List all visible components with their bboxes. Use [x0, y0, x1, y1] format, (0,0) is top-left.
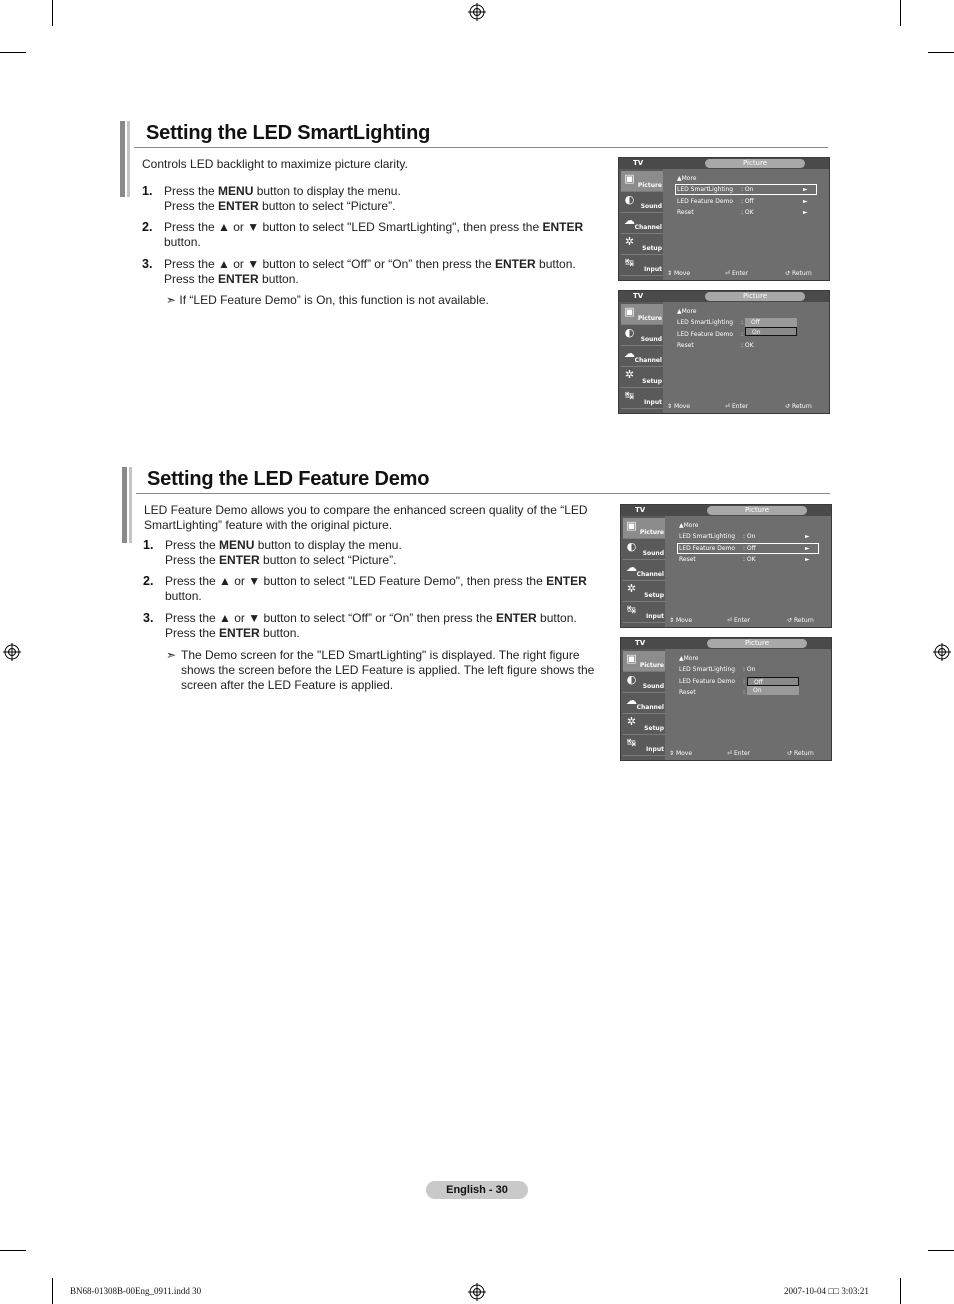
step-line [165, 553, 396, 568]
step-text: Press the ▲ or ▼ button to select "LED SmartLighting", then press the [164, 220, 543, 234]
enter-icon: ⏎ [727, 617, 733, 624]
note-line: shows the screen before the LED Feature is applied. The left figure shows the [181, 663, 595, 677]
intro-line: SmartLighting” feature with the original picture. [144, 518, 393, 532]
step-line [164, 220, 583, 235]
return-hint [787, 615, 814, 626]
menu-sidebar [621, 516, 665, 627]
step-line [164, 235, 201, 250]
menu-row-highlight [675, 184, 817, 195]
menu-row-value: : On [743, 533, 756, 540]
menu-row [679, 688, 745, 697]
return-hint [785, 401, 812, 412]
menu-row-label: Reset [679, 556, 696, 563]
sidebar-item-label: Sound [640, 203, 662, 210]
menu-row-value: : Off [743, 544, 756, 552]
sidebar-item [621, 388, 663, 409]
sidebar-item-label: Setup [644, 592, 664, 599]
move-label: Move [675, 750, 693, 757]
registration-mark-icon [3, 643, 21, 661]
button-name: ENTER [542, 220, 584, 234]
section-title: Setting the LED SmartLighting [146, 122, 431, 144]
step-line [164, 184, 401, 199]
menu-header: Picture [707, 639, 807, 648]
step-line [165, 538, 402, 553]
step-line [165, 574, 587, 589]
move-label: Move [675, 617, 693, 624]
note-line: screen after the LED Feature is applied. [181, 678, 394, 692]
return-label: Return [791, 403, 812, 410]
enter-label: Enter [733, 750, 751, 757]
step-text: button. [164, 235, 201, 249]
menu-more: ▲More [677, 308, 697, 315]
menu-row [679, 677, 745, 686]
menu-row-value: : [743, 689, 746, 696]
menu-row-label: Reset [677, 342, 694, 349]
step-text: Press the [164, 184, 219, 198]
step-number: 3. [143, 611, 154, 625]
sidebar-item-label: Setup [644, 725, 664, 732]
step-text: button. [535, 257, 576, 271]
sidebar-item [623, 651, 665, 672]
page-number-badge: English - 30 [426, 1181, 528, 1199]
section-intro [144, 503, 588, 533]
sidebar-item-label: Picture [639, 662, 664, 669]
move-hint [669, 615, 692, 626]
sidebar-item-label: Sound [642, 550, 664, 557]
sound-icon: ◐ [624, 326, 635, 339]
section-rule [136, 493, 830, 494]
sidebar-item-label: Picture [637, 182, 662, 189]
step-number: 2. [143, 574, 154, 588]
menu-more: ▲More [679, 522, 699, 529]
return-label: Return [793, 750, 814, 757]
step-text: Press the ▲ or ▼ button to select “Off” or “On” then press the [165, 611, 497, 625]
move-hint [667, 401, 690, 412]
step-text: button to display the menu. [254, 538, 402, 552]
move-label: Move [673, 403, 691, 410]
menu-header: Picture [705, 159, 805, 168]
return-hint [785, 268, 812, 279]
step-line [165, 626, 300, 641]
option-item: Off [745, 318, 797, 327]
return-icon: ↺ [785, 403, 791, 410]
menu-row-value: : On [741, 186, 754, 193]
button-name: MENU [219, 538, 255, 552]
enter-label: Enter [731, 270, 749, 277]
sidebar-item-label: Setup [642, 378, 662, 385]
section-accent-bar [120, 121, 125, 197]
menu-sidebar [621, 649, 665, 760]
menu-tv-label: TV [635, 639, 646, 647]
sidebar-item-label: Channel [636, 704, 664, 711]
sidebar-item-label: Channel [634, 357, 662, 364]
step-text: button to display the menu. [253, 184, 401, 198]
row-arrow-icon: ► [803, 186, 808, 193]
sidebar-item [621, 213, 663, 234]
step-number: 2. [142, 220, 153, 234]
menu-footer [663, 268, 829, 279]
crop-mark [52, 0, 53, 26]
registration-mark-icon [468, 1283, 486, 1301]
crop-mark [928, 1250, 954, 1251]
enter-hint [727, 748, 750, 759]
sidebar-item-label: Sound [640, 336, 662, 343]
step-text: button. [536, 611, 577, 625]
menu-sidebar [619, 302, 663, 413]
enter-icon: ⏎ [725, 270, 731, 277]
sidebar-item [621, 346, 663, 367]
menu-row-label: LED SmartLighting [679, 666, 736, 673]
enter-hint [725, 401, 748, 412]
menu-row-value: : OK [743, 556, 756, 563]
updown-icon: ⇕ [669, 617, 675, 624]
sidebar-item-label: Input [646, 746, 664, 753]
menu-row-label: Reset [679, 689, 696, 696]
button-name: ENTER [495, 257, 536, 271]
menu-row-label: LED Feature Demo [677, 330, 734, 338]
sidebar-item-label: Input [646, 613, 664, 620]
button-name: ENTER [219, 626, 260, 640]
tv-menu-screenshot [620, 504, 832, 628]
sidebar-item [621, 304, 663, 325]
print-timestamp: 2007-10-04 □□ 3:03:21 [784, 1286, 869, 1296]
channel-icon: ☁ [626, 694, 637, 707]
sidebar-item-label: Channel [636, 571, 664, 578]
option-item: Off [747, 677, 799, 686]
step-text: button to select “Picture”. [259, 553, 397, 567]
section-accent-bar [127, 121, 130, 197]
step-text: button. [259, 626, 300, 640]
enter-label: Enter [731, 403, 749, 410]
input-icon: ↹ [624, 256, 635, 269]
sidebar-item [623, 714, 665, 735]
menu-header: Picture [705, 292, 805, 301]
menu-row-label: LED Feature Demo [679, 677, 736, 685]
setup-icon: ✲ [624, 235, 635, 248]
enter-icon: ⏎ [725, 403, 731, 410]
sidebar-item [623, 602, 665, 623]
menu-row [677, 197, 754, 206]
sidebar-item-label: Input [644, 266, 662, 273]
setup-icon: ✲ [624, 368, 635, 381]
sidebar-item [621, 192, 663, 213]
row-arrow-icon: ► [803, 209, 808, 216]
menu-row-label: Reset [677, 209, 694, 216]
step-text: Press the ▲ or ▼ button to select “Off” or “On” then press the [164, 257, 496, 271]
step-text: button to select “Picture”. [258, 199, 396, 213]
button-name: MENU [218, 184, 254, 198]
file-name: BN68-01308B-00Eng_0911.indd 30 [70, 1286, 202, 1296]
return-icon: ↺ [787, 617, 793, 624]
sidebar-item [621, 367, 663, 388]
menu-row-label: LED SmartLighting [679, 533, 736, 540]
step-text: Press the ▲ or ▼ button to select "LED Feature Demo", then press the [165, 574, 547, 588]
menu-row-value: : [743, 677, 746, 685]
menu-row [677, 318, 743, 327]
sidebar-item-label: Input [644, 399, 662, 406]
step-line [165, 611, 577, 626]
menu-row-value: : Off [741, 197, 754, 205]
button-name: ENTER [218, 272, 259, 286]
section-title: Setting the LED Feature Demo [147, 468, 430, 490]
menu-row [677, 208, 754, 217]
crop-mark [900, 1278, 901, 1304]
sidebar-item [623, 518, 665, 539]
menu-row-value: : [741, 330, 744, 338]
channel-icon: ☁ [624, 214, 635, 227]
sidebar-item [621, 255, 663, 276]
sound-icon: ◐ [624, 193, 635, 206]
tv-menu-screenshot [620, 637, 832, 761]
sidebar-item [621, 171, 663, 192]
menu-row-value: : On [743, 666, 756, 673]
step-text: Press the [165, 538, 220, 552]
registration-mark-icon [933, 643, 951, 661]
sidebar-item-label: Setup [642, 245, 662, 252]
note-text: If “LED Feature Demo” is On, this function is not available. [179, 293, 489, 307]
step-text: Press the [164, 199, 219, 213]
picture-icon: ▣ [626, 652, 637, 665]
menu-row-highlight [677, 543, 819, 554]
step-number: 3. [142, 257, 153, 271]
picture-icon: ▣ [624, 305, 635, 318]
input-icon: ↹ [624, 389, 635, 402]
tv-menu-screenshot [618, 157, 830, 281]
menu-row-label: LED Feature Demo [679, 544, 736, 552]
row-arrow-icon: ► [805, 556, 810, 563]
step-text: Press the [164, 272, 219, 286]
menu-footer [665, 748, 831, 759]
section-accent-bar [122, 467, 127, 543]
step-number: 1. [143, 538, 154, 552]
row-arrow-icon: ► [805, 533, 810, 540]
return-label: Return [793, 617, 814, 624]
note-marker: ➣ [166, 293, 177, 307]
intro-line: LED Feature Demo allows you to compare the enhanced screen quality of the “LED [144, 503, 588, 517]
menu-more: ▲More [677, 175, 697, 182]
menu-more: ▲More [679, 655, 699, 662]
button-name: ENTER [496, 611, 537, 625]
registration-mark-icon [468, 3, 486, 21]
return-label: Return [791, 270, 812, 277]
option-item: On [747, 686, 799, 695]
menu-row [677, 341, 754, 350]
tv-menu-screenshot [618, 290, 830, 414]
button-name: ENTER [219, 553, 260, 567]
menu-row-value: : OK [741, 342, 754, 349]
sidebar-item [623, 735, 665, 756]
input-icon: ↹ [626, 603, 637, 616]
input-icon: ↹ [626, 736, 637, 749]
updown-icon: ⇕ [667, 270, 673, 277]
step-text: button. [258, 272, 299, 286]
step-line [164, 199, 395, 214]
section-rule [134, 147, 828, 148]
channel-icon: ☁ [626, 561, 637, 574]
picture-icon: ▣ [626, 519, 637, 532]
step-line [164, 272, 299, 287]
menu-row [677, 330, 743, 339]
sidebar-item [623, 560, 665, 581]
menu-tv-label: TV [633, 292, 644, 300]
enter-label: Enter [733, 617, 751, 624]
enter-icon: ⏎ [727, 750, 733, 757]
sound-icon: ◐ [626, 540, 637, 553]
menu-row [679, 532, 755, 541]
updown-icon: ⇕ [667, 403, 673, 410]
enter-hint [725, 268, 748, 279]
step-text: Press the [165, 626, 220, 640]
sidebar-item-label: Channel [634, 224, 662, 231]
sound-icon: ◐ [626, 673, 637, 686]
step-text: Press the [165, 553, 220, 567]
sidebar-item [623, 672, 665, 693]
menu-row [679, 555, 756, 564]
sidebar-item [621, 234, 663, 255]
option-item: On [745, 327, 797, 336]
sidebar-item-label: Picture [637, 315, 662, 322]
return-icon: ↺ [785, 270, 791, 277]
row-arrow-icon: ► [805, 544, 810, 552]
note [166, 648, 594, 693]
move-hint [667, 268, 690, 279]
sidebar-item-label: Sound [642, 683, 664, 690]
crop-mark [0, 1250, 26, 1251]
section-intro: Controls LED backlight to maximize picture clarity. [142, 157, 408, 171]
step-number: 1. [142, 184, 153, 198]
menu-row-value: : OK [741, 209, 754, 216]
step-text: button. [165, 589, 202, 603]
updown-icon: ⇕ [669, 750, 675, 757]
button-name: ENTER [546, 574, 587, 588]
move-hint [669, 748, 692, 759]
menu-row-label: LED SmartLighting [677, 186, 734, 193]
menu-footer [663, 401, 829, 412]
menu-tv-label: TV [633, 159, 644, 167]
row-arrow-icon: ► [803, 197, 808, 205]
menu-sidebar [619, 169, 663, 280]
crop-mark [900, 0, 901, 26]
crop-mark [0, 52, 26, 53]
menu-footer [665, 615, 831, 626]
sidebar-item [621, 325, 663, 346]
menu-row [679, 665, 755, 674]
note-line: The Demo screen for the "LED SmartLighting" is displayed. The right figure [181, 648, 580, 662]
menu-row-label: LED SmartLighting [677, 319, 734, 326]
note-marker: ➣ [166, 648, 177, 662]
return-icon: ↺ [787, 750, 793, 757]
sidebar-item-label: Picture [639, 529, 664, 536]
step-line [164, 257, 576, 272]
crop-mark [52, 1278, 53, 1304]
setup-icon: ✲ [626, 582, 637, 595]
setup-icon: ✲ [626, 715, 637, 728]
menu-tv-label: TV [635, 506, 646, 514]
crop-mark [928, 52, 954, 53]
note [166, 293, 489, 308]
menu-header: Picture [707, 506, 807, 515]
enter-hint [727, 615, 750, 626]
picture-icon: ▣ [624, 172, 635, 185]
sidebar-item [623, 581, 665, 602]
sidebar-item [623, 539, 665, 560]
button-name: ENTER [218, 199, 259, 213]
channel-icon: ☁ [624, 347, 635, 360]
section-accent-bar [129, 467, 132, 543]
sidebar-item [623, 693, 665, 714]
move-label: Move [673, 270, 691, 277]
menu-row-label: LED Feature Demo [677, 197, 734, 205]
step-line [165, 589, 202, 604]
menu-row-value: : [741, 319, 744, 326]
return-hint [787, 748, 814, 759]
